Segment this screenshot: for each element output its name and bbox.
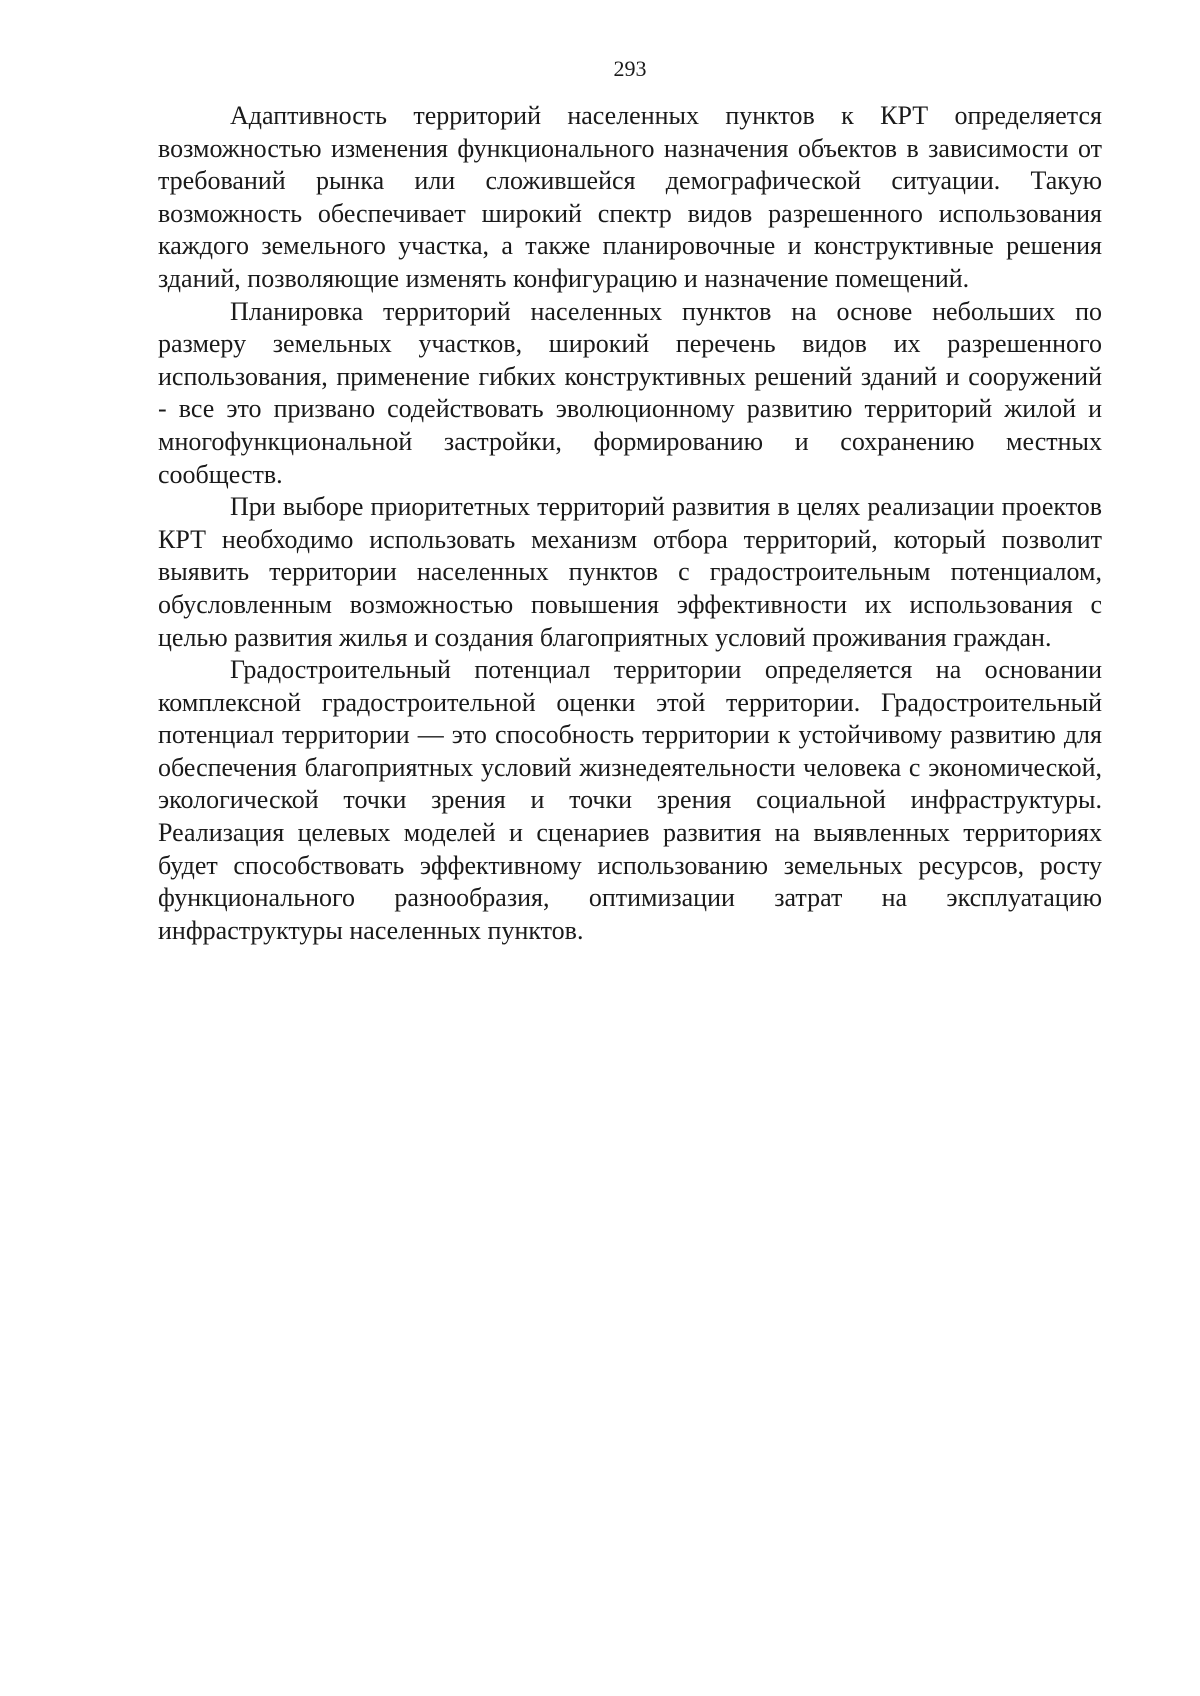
paragraph-planning: Планировка территорий населенных пунктов на основе небольших по размеру земельных участков, широкий перечень видов их разрешенного использования, применение гибких конструктивных решений зданий и сооружений - все это призвано содействовать эволюционному развитию территорий жилой и многофункциональной застройки, формированию и сохранению местных сообществ. [158,296,1102,489]
paragraph-priority-selection: При выборе приоритетных территорий развития в целях реализации проектов КРТ необходимо использовать механизм отбора территорий, который позволит выявить территории населенных пунктов с градостроительным потенциалом, обусловленным возможностью повышения эффективности их использования с целью развития жилья и создания благоприятных условий проживания граждан. [158,492,1102,652]
paragraph-adaptivity: Адаптивность территорий населенных пунктов к КРТ определяется возможностью изменения функционального назначения объектов в зависимости от требований рынка или сложившейся демографической ситуации. Такую возможность обеспечивает широкий спектр видов разрешенного использования каждого земельного участка, а также планировочные и конструктивные решения зданий, позволяющие изменять конфигурацию и назначение помещений. [158,101,1102,293]
paragraph-urban-potential: Градостроительный потенциал территории определяется на основании комплексной градостроительной оценки этой территории. Градостроительный потенциал территории — это способность территории к устойчивому развитию для обеспечения благоприятных условий жизнедеятельности человека с экономической, экологической точки зрения и точки зрения социальной инфраструктуры. Реализация целевых моделей и сценариев развития на выявленных территориях будет способствовать эффективному использованию земельных ресурсов, росту функционального разнообразия, оптимизации затрат на эксплуатацию инфраструктуры населенных пунктов. [158,655,1102,945]
body-text [158,100,1102,947]
page-number: 293 [613,56,647,81]
